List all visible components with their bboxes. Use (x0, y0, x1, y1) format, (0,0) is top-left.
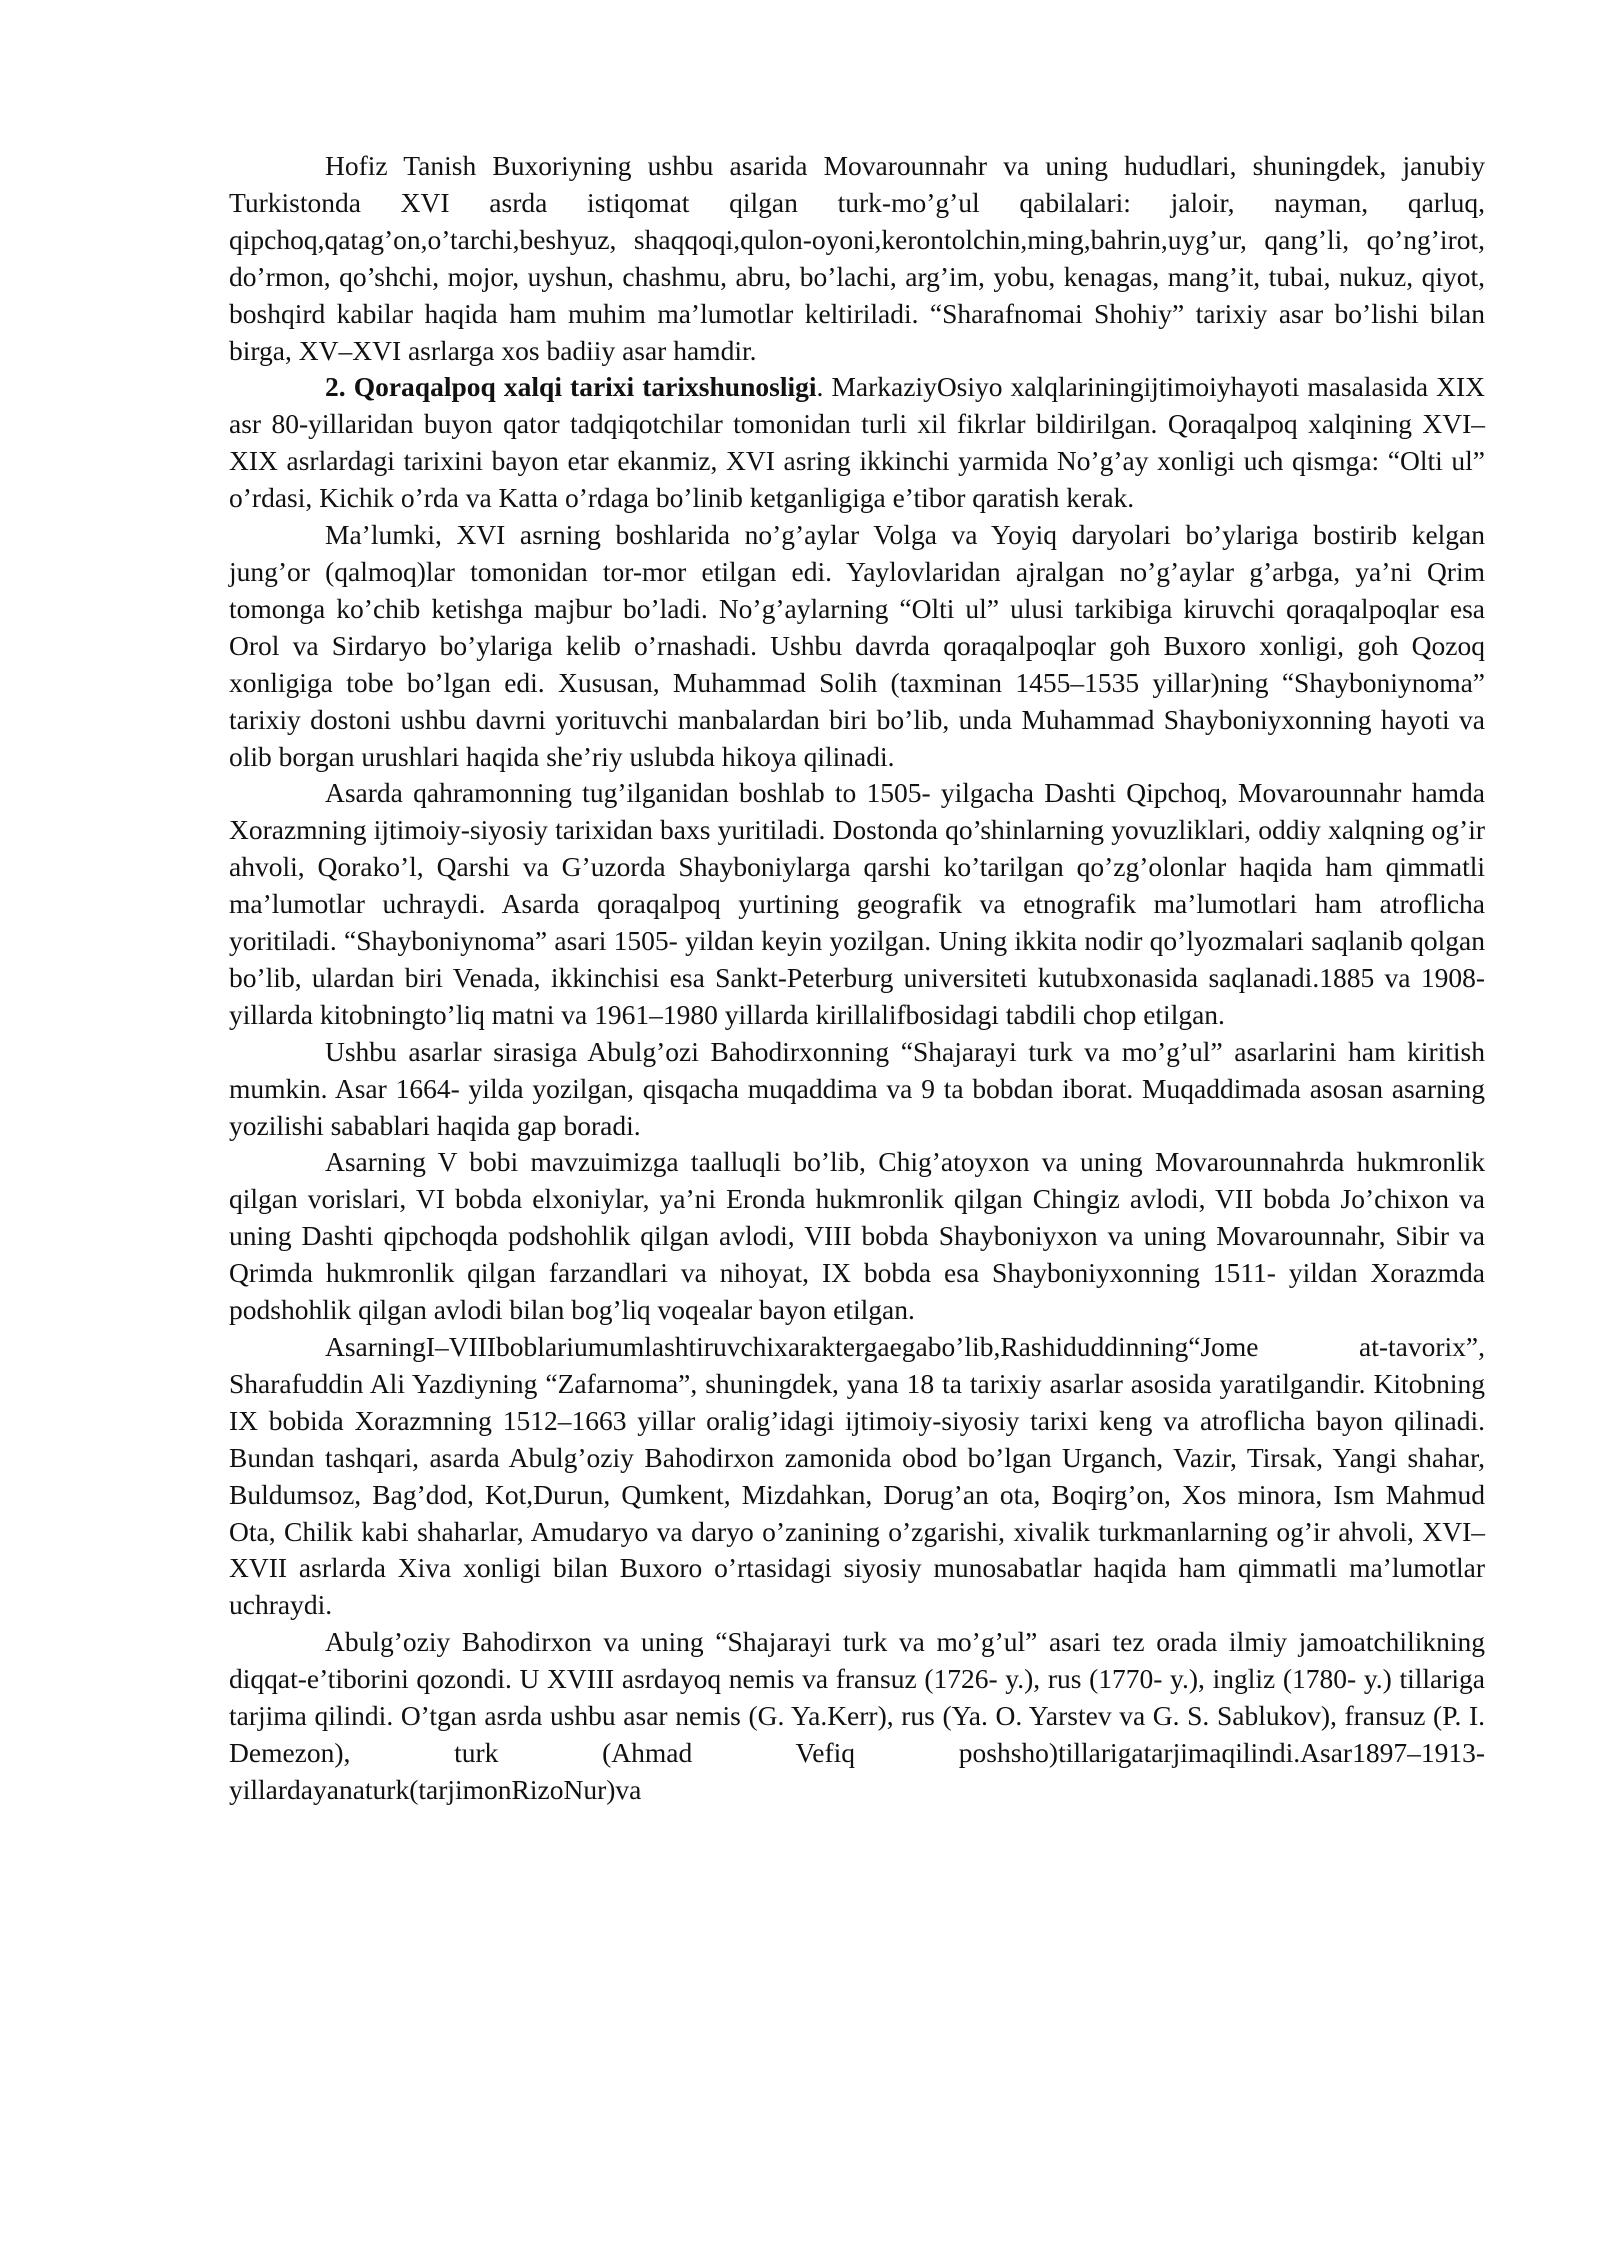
paragraph-text: Ma’lumki, XVI asrning boshlarida no’g’aylar Volga va Yoyiq daryolari bo’ylariga bostirib kelgan jung’or (qalmoq)lar tomonidan tor-mor etilgan edi. Yaylovlaridan ajralgan no’g’aylar g’arbga, ya’ni Qrim tomonga ko’chib ketishga majbur bo’ladi. No’g’aylarning “Olti ul” ulusi tarkibiga kiruvchi qoraqalpoqlar esa Orol va Sirdaryo bo’ylariga kelib o’rnashadi. Ushbu davrda qoraqalpoqlar goh Buxoro xonligi, goh Qozoq xonligiga tobe bo’lgan edi. Xususan, Muhammad Solih (taxminan 1455–1535 yillar)ning “Shayboniynoma” tarixiy dostoni ushbu davrni yorituvchi manbalardan biri bo’lib, unda Muhammad Shayboniyxonning hayoti va olib borgan urushlari haqida she’riy uslubda hikoya qilinadi. (229, 519, 1485, 772)
paragraph-4 (229, 775, 1485, 1033)
paragraph-8 (229, 1624, 1485, 1809)
paragraph-6 (229, 1144, 1485, 1329)
paragraph-text: Asarda qahramonning tug’ilganidan boshlab to 1505- yilgacha Dashti Qipchoq, Movarounnahr hamda Xorazmning ijtimoiy-siyosiy tarixidan baxs yuritiladi. Dostonda qo’shinlarning yovuzliklari, oddiy xalqning og’ir ahvoli, Qorako’l, Qarshi va G’uzorda Shayboniylarga qarshi ko’tarilgan qo’zg’olonlar haqida ham qimmatli ma’lumotlar uchraydi. Asarda qoraqalpoq yurtining geografik va etnografik ma’lumotlari ham atroflicha yoritiladi. “Shayboniynoma” asari 1505- yildan keyin yozilgan. Uning ikkita nodir qo’lyozmalari saqlanib qolgan bo’lib, ulardan biri Venada, ikkinchisi esa Sankt-Peterburg universiteti kutubxonasida saqlanadi.1885 va 1908- yillarda kitobningto’liq matni va 1961–1980 yillarda kirillalifbosidagi tabdili chop etilgan. (229, 777, 1485, 1030)
paragraph-1 (229, 148, 1485, 369)
paragraph-text: Hofiz Tanish Buxoriyning ushbu asarida Movarounnahr va uning hududlari, shuningdek, janubiy Turkistonda XVI asrda istiqomat qilgan turk-mo’g’ul qabilalari: jaloir, nayman, qarluq, qipchoq,qatag’on,o’tarchi,beshyuz, shaqqoqi,qulon-oyoni,kerontolchin,ming,bahrin,uyg’ur, qang’li, qo’ng’irot, do’rmon, qo’shchi, mojor, uyshun, chashmu, abru, bo’lachi, arg’im, yobu, kenagas, mang’it, tubai, nukuz, qiyot, boshqird kabilar haqida ham muhim ma’lumotlar keltiriladi. “Sharafnomai Shohiy” tarixiy asar bo’lishi bilan birga, XV–XVI asrlarga xos badiiy asar hamdir. (229, 150, 1485, 366)
paragraph-text: . MarkaziyOsiyo xalqlariningijtimoiyhayoti masalasida XIX asr 80-yillaridan buyon qator tadqiqotchilar tomonidan turli xil fikrlar bildirilgan. Qoraqalpoq xalqining XVI–XIX asrlardagi tarixini bayon etar ekanmiz, XVI asring ikkinchi yarmida No’g’ay xonligi uch qismga: “Olti ul” o’rdasi, Kichik o’rda va Katta o’rdaga bo’linib ketganligiga e’tibor qaratish kerak. (229, 371, 1485, 514)
paragraph-3 (229, 517, 1485, 775)
paragraph-7 (229, 1329, 1485, 1624)
paragraph-text: Asarning V bobi mavzuimizga taalluqli bo’lib, Chig’atoyxon va uning Movarounnahrda hukmronlik qilgan vorislari, VI bobda elxoniylar, ya’ni Eronda hukmronlik qilgan Chingiz avlodi, VII bobda Jo’chixon va uning Dashti qipchoqda podshohlik qilgan avlodi, VIII bobda Shayboniyxon va uning Movarounnahr, Sibir va Qrimda hukmronlik qilgan farzandlari va nihoyat, IX bobda esa Shayboniyxonning 1511- yildan Xorazmda podshohlik qilgan avlodi bilan bog’liq voqealar bayon etilgan. (229, 1146, 1485, 1326)
paragraph-5 (229, 1034, 1485, 1145)
paragraph-text: AsarningI–VIIIboblariumumlashtiruvchixaraktergaegabo’lib,Rashiduddinning“Jome at-tavorix”, Sharafuddin Ali Yazdiyning “Zafarnoma”, shuningdek, yana 18 ta tarixiy asarlar asosida yaratilgandir. Kitobning IX bobida Xorazmning 1512–1663 yillar oralig’idagi ijtimoiy-siyosiy tarixi keng va atroflicha bayon qilinadi. Bundan tashqari, asarda Abulg’oziy Bahodirxon zamonida obod bo’lgan Urganch, Vazir, Tirsak, Yangi shahar, Buldumsoz, Bag’dod, Kot,Durun, Qumkent, Mizdahkan, Dorug’an ota, Boqirg’on, Xos minora, Ism Mahmud Ota, Chilik kabi shaharlar, Amudaryo va daryo o’zanining o’zgarishi, xivalik turkmanlarning og’ir ahvoli, XVI–XVII asrlarda Xiva xonligi bilan Buxoro o’rtasidagi siyosiy munosabatlar haqida ham qimmatli ma’lumotlar uchraydi. (229, 1331, 1485, 1621)
section-heading: 2. Qoraqalpoq xalqi tarixi tarixshunosligi (325, 371, 817, 403)
paragraph-text: Abulg’oziy Bahodirxon va uning “Shajarayi turk va mo’g’ul” asari tez orada ilmiy jamoatchilikning diqqat-e’tiborini qozondi. U XVIII asrdayoq nemis va fransuz (1726- y.), rus (1770- y.), ingliz (1780- y.) tillariga tarjima qilindi. O’tgan asrda ushbu asar nemis (G. Ya.Kerr), rus (Ya. O. Yarstev va G. S. Sablukov), fransuz (P. I. Demezon), turk (Ahmad Vefiq poshsho)tillarigatarjimaqilindi.Asar1897–1913-yillardayanaturk(tarjimonRizoNur)va (229, 1626, 1485, 1805)
paragraph-text: Ushbu asarlar sirasiga Abulg’ozi Bahodirxonning “Shajarayi turk va mo’g’ul” asarlarini ham kiritish mumkin. Asar 1664- yilda yozilgan, qisqacha muqaddima va 9 ta bobdan iborat. Muqaddimada asosan asarning yozilishi sabablari haqida gap boradi. (229, 1035, 1485, 1141)
document-page (229, 148, 1485, 1809)
paragraph-2 (229, 369, 1485, 517)
